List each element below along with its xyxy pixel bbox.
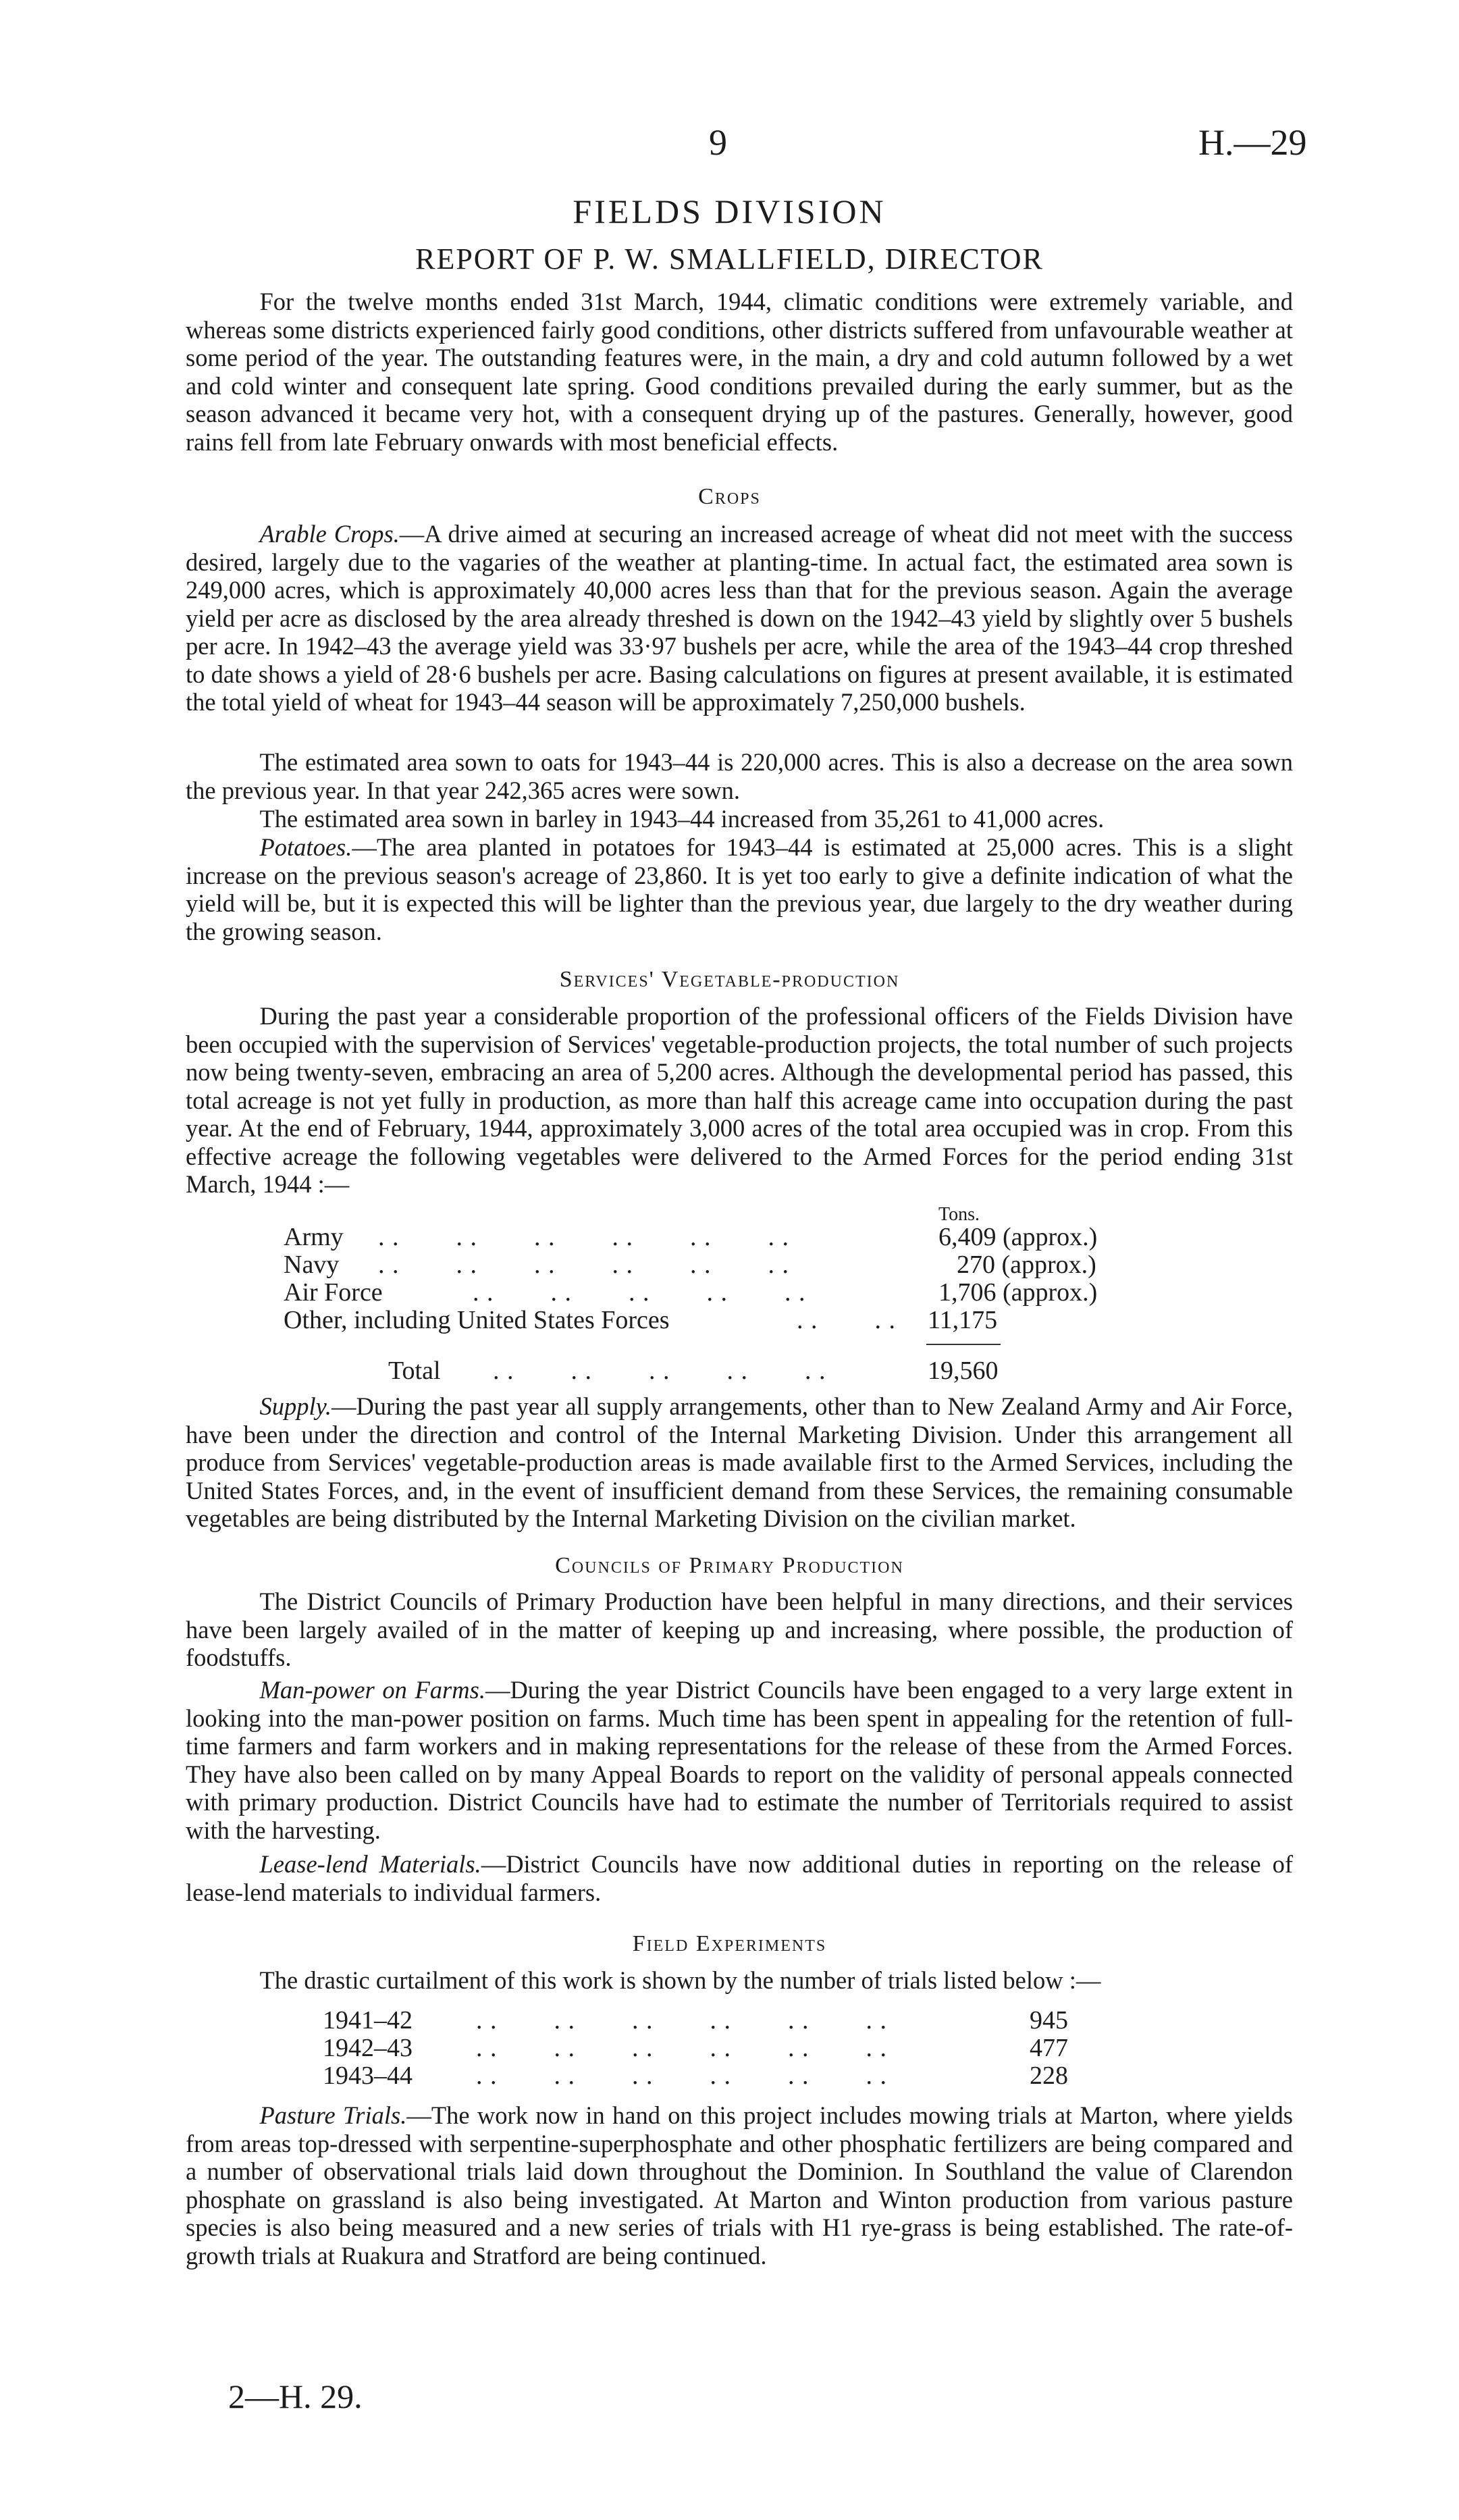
leader-dots: . . . . xyxy=(797,1306,896,1334)
leader-dots: . . . . . . . . . . . . xyxy=(476,2062,887,2090)
crops-heading: Crops xyxy=(698,484,761,509)
leader-dots: . . . . . . . . . . . . xyxy=(476,2034,887,2062)
table-row-value: 11,175 xyxy=(928,1306,998,1334)
trials-year: 1942–43 xyxy=(323,2034,413,2062)
total-value: 19,560 xyxy=(928,1357,999,1385)
arable-crops-paragraph xyxy=(186,520,1293,716)
leader-dots: . . . . . . . . . . xyxy=(493,1357,826,1385)
tons-header: Tons. xyxy=(938,1204,980,1225)
arable-crops-lead: Arable Crops. xyxy=(259,520,400,548)
table-row-label: Army xyxy=(284,1223,344,1251)
barley-paragraph: The estimated area sown in barley in 1943–44 increased from 35,261 to 41,000 acres. xyxy=(259,805,1105,833)
intro-paragraph: For the twelve months ended 31st March, 1944, climatic conditions were extremely variable, and whereas some districts experienced fairly good conditions, other districts suffered from unfavourable weather at some period of the year. The outstanding features were, in the main, a dry and cold autumn followed by a wet and cold winter and consequent late spring. Good conditions prevailed during the early summer, but as the season advanced it became very hot, with a consequent drying up of the pastures. Generally, however, good rains fell from late February onwards with most beneficial effects. xyxy=(186,288,1293,456)
report-reference: H.—29 xyxy=(1198,122,1307,163)
lease-lend-paragraph xyxy=(186,1850,1293,1906)
services-heading: Services' Vegetable-production xyxy=(559,967,900,992)
total-rule xyxy=(926,1344,1001,1345)
supply-text: —During the past year all supply arrangements, other than to New Zealand Army and Air Force, have been under the direction and control of the Internal Marketing Division. Under this arrangement all produce from Services' vegetable-production areas is made available first to the Armed Services, including the United States Forces, and, in the event of insufficient demand from these Services, the remaining consumable vegetables are being distributed by the Internal Marketing Division on the civilian market. xyxy=(186,1392,1293,1532)
pasture-trials-text: —The work now in hand on this project includes mowing trials at Marton, where yields from areas top-dressed with serpentine-superphosphate and other phosphatic fertilizers are being compared and a number of observational trials laid down throughout the Dominion. In Southland the value of Clarendon phosphate on grassland is also being investigated. At Marton and Winton production from various pasture species is also being measured and a new series of trials with H1 rye-grass is being established. The rate-of-growth trials at Ruakura and Stratford are being continued. xyxy=(186,2101,1294,2269)
pasture-trials-paragraph xyxy=(186,2101,1293,2269)
leader-dots: . . . . . . . . . . xyxy=(473,1278,806,1307)
supply-lead: Supply. xyxy=(259,1392,331,1420)
supply-paragraph xyxy=(186,1392,1293,1533)
arable-crops-text: —A drive aimed at securing an increased acreage of wheat did not meet with the success desired, largely due to the vagaries of the weather at planting-time. In actual fact, the estimated area sown is 249,000 acres, which is approximately 40,000 acres less than that for the previous season. Again the average yield per acre as disclosed by the area already threshed is down on the 1942–43 yield by slightly over 5 bushels per acre. In 1942–43 the average yield was 33·97 bushels per acre, while the area of the 1943–44 crop threshed to date shows a yield of 28·6 bushels per acre. Basing calculations on figures at present available, it is estimated the total yield of wheat for 1943–44 season will be approximately 7,250,000 bushels. xyxy=(186,520,1293,716)
trials-count: 228 xyxy=(1030,2062,1068,2090)
experiments-intro: The drastic curtailment of this work is shown by the number of trials listed below :— xyxy=(259,1966,1101,1994)
table-row-label: Other, including United States Forces xyxy=(284,1306,670,1334)
manpower-paragraph xyxy=(186,1676,1293,1844)
lease-lend-lead: Lease-lend Materials. xyxy=(259,1850,481,1878)
trials-count: 477 xyxy=(1030,2034,1068,2062)
trials-year: 1943–44 xyxy=(323,2062,413,2090)
page-title: FIELDS DIVISION xyxy=(573,192,886,230)
lease-lend-text: —District Councils have now additional duties in reporting on the release of lease-lend materials to individual farmers. xyxy=(186,1850,1293,1906)
services-paragraph: During the past year a considerable proportion of the professional officers of the Fields Division have been occupied with the supervision of Services' vegetable-production projects, the total number of such projects now being twenty-seven, embracing an area of 5,200 acres. Although the developmental period has passed, this total acreage is not yet fully in production, as more than half this acreage came into occupation during the past year. At the end of February, 1944, approximately 3,000 acres of the total area occupied was in crop. From this effective acreage the following vegetables were delivered to the Armed Forces for the period ending 31st March, 1944 :— xyxy=(186,1002,1293,1198)
potatoes-paragraph xyxy=(186,833,1293,945)
total-label: Total xyxy=(388,1357,441,1385)
pasture-trials-lead: Pasture Trials. xyxy=(259,2101,407,2129)
table-row-value: 6,409 (approx.) xyxy=(938,1223,1098,1251)
potatoes-lead: Potatoes. xyxy=(259,833,352,861)
experiments-heading: Field Experiments xyxy=(632,1931,827,1956)
leader-dots: . . . . . . . . . . . . xyxy=(476,2006,887,2035)
leader-dots: . . . . . . . . . . . . xyxy=(378,1223,789,1251)
councils-paragraph: The District Councils of Primary Production have been helpful in many directions, and their services have been largely availed of in the matter of keeping up and increasing, where possible, the production of foodstuffs. xyxy=(186,1587,1293,1671)
table-row-value: 270 (approx.) xyxy=(957,1251,1096,1279)
leader-dots: . . . . . . . . . . . . xyxy=(378,1251,789,1279)
table-row-label: Air Force xyxy=(284,1278,383,1307)
table-row-label: Navy xyxy=(284,1251,340,1279)
page-number: 9 xyxy=(709,122,727,163)
table-row-value: 1,706 (approx.) xyxy=(938,1278,1098,1307)
page-footer: 2—H. 29. xyxy=(228,2378,363,2415)
report-subtitle: REPORT OF P. W. SMALLFIELD, DIRECTOR xyxy=(415,242,1044,275)
potatoes-text: —The area planted in potatoes for 1943–44 is estimated at 25,000 acres. This is a slight increase on the previous season's acreage of 23,860. It is yet too early to give a definite indication of what the yield will be, but it is expected this will be lighter than the previous year, due largely to the dry weather during the growing season. xyxy=(186,833,1293,945)
trials-year: 1941–42 xyxy=(323,2006,413,2035)
trials-count: 945 xyxy=(1030,2006,1068,2035)
oats-paragraph: The estimated area sown to oats for 1943–44 is 220,000 acres. This is also a decrease on the area sown the previous year. In that year 242,365 acres were sown. xyxy=(186,748,1293,804)
manpower-text: —During the year District Councils have been engaged to a very large extent in looking into the man-power position on farms. Much time has been spent in appealing for the retention of full-time farmers and farm workers and in making representations for the release of these from the Armed Forces. They have also been called on by many Appeal Boards to report on the validity of personal appeals connected with primary production. District Councils have had to estimate the number of Territorials required to assist with the harvesting. xyxy=(186,1676,1294,1844)
councils-heading: Councils of Primary Production xyxy=(555,1553,904,1578)
manpower-lead: Man-power on Farms. xyxy=(259,1676,485,1704)
